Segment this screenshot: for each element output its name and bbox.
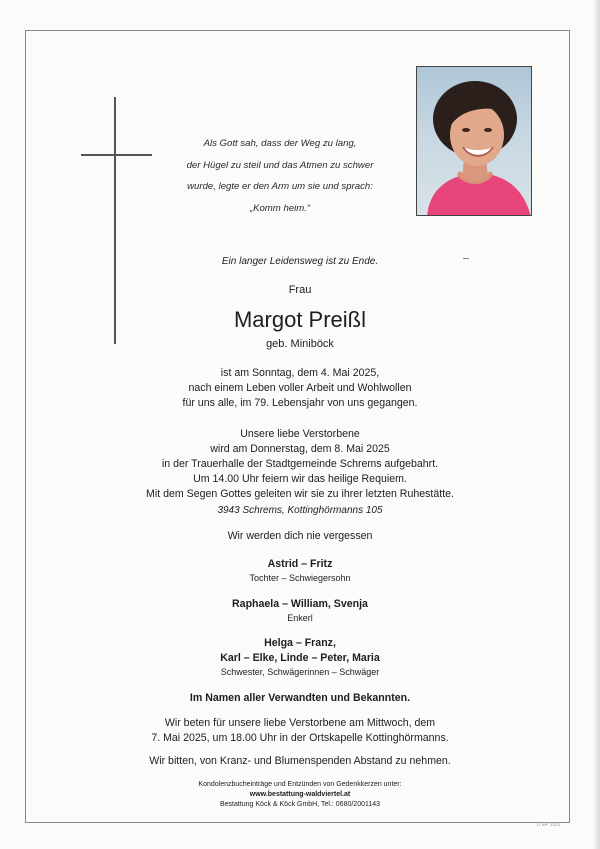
funeral-text — [100, 427, 500, 502]
poem-line: „Komm heim.“ — [249, 202, 311, 214]
scan-mark — [463, 258, 469, 259]
mourner-relation: Schwester, Schwägerinnen – Schwäger — [220, 667, 380, 677]
address: 3943 Schrems, Kottinghörmanns 105 — [217, 505, 383, 516]
poem-line: der Hügel zu steil und das Atmen zu schwer — [186, 159, 374, 171]
document-code: D EP 1101 — [537, 822, 561, 828]
footer-line: Kondolenzbucheinträge und Entzünden von Gedenkkerzen unter: — [198, 781, 402, 788]
funeral-text-line: wird am Donnerstag, dem 8. Mai 2025 — [210, 443, 390, 455]
funeral-text-line: Unsere liebe Verstorbene — [240, 428, 360, 440]
footer-line: Bestattung Köck & Köck GmbH, Tel.: 0680/2001143 — [219, 801, 381, 808]
mourner-relation: Tochter – Schwiegersohn — [249, 573, 351, 583]
prayer-text-line: Wir beten für unsere liebe Verstorbene am Mittwoch, dem — [164, 717, 436, 729]
death-text-line: ist am Sonntag, dem 4. Mai 2025, — [220, 367, 380, 379]
mourner-names: Raphaela – William, Svenja — [232, 598, 368, 610]
footer-website-link[interactable]: www.bestattung-waldviertel.at — [249, 791, 351, 798]
mourner-names: Astrid – Fritz — [267, 558, 333, 570]
portrait-image — [417, 67, 532, 216]
poem — [170, 133, 390, 219]
mourner-names: Helga – Franz, — [264, 637, 336, 649]
footer — [100, 780, 500, 810]
prayer-text-line: 7. Mai 2025, um 18.00 Uhr in der Ortskapelle Kottinghörmanns. — [151, 732, 449, 744]
poem-line: Als Gott sah, dass der Weg zu lang, — [203, 138, 357, 149]
death-text-line: für uns alle, im 79. Lebensjahr von uns gegangen. — [182, 397, 418, 409]
funeral-text-line: in der Trauerhalle der Stadtgemeinde Schrems aufgebahrt. — [161, 458, 439, 470]
prayer-text — [100, 716, 500, 746]
mourner-relation: Enkerl — [287, 613, 313, 623]
scan-edge-shadow — [594, 0, 600, 849]
mourner-names: Karl – Elke, Linde – Peter, Maria — [220, 652, 380, 664]
flowers-text: Wir bitten, von Kranz- und Blumenspenden Abstand zu nehmen. — [149, 755, 451, 767]
birth-name: geb. Miniböck — [266, 338, 334, 350]
death-text — [100, 366, 500, 411]
never-forget-line: Wir werden dich nie vergessen — [227, 530, 373, 542]
cross-icon-bar — [81, 154, 152, 156]
funeral-text-line: Um 14.00 Uhr feiern wir das heilige Requiem. — [193, 473, 407, 485]
salutation: Frau — [288, 284, 312, 296]
on-behalf-line: Im Namen aller Verwandten und Bekannten. — [189, 692, 411, 704]
intro-line: Ein langer Leidensweg ist zu Ende. — [221, 256, 379, 267]
portrait-photo — [416, 66, 532, 216]
funeral-text-line: Mit dem Segen Gottes geleiten wir sie zu ihrer letzten Ruhestätte. — [146, 488, 454, 500]
deceased-name: Margot Preißl — [233, 307, 367, 332]
death-text-line: nach einem Leben voller Arbeit und Wohlwollen — [188, 382, 412, 394]
poem-line: wurde, legte er den Arm um sie und sprach: — [187, 181, 373, 192]
